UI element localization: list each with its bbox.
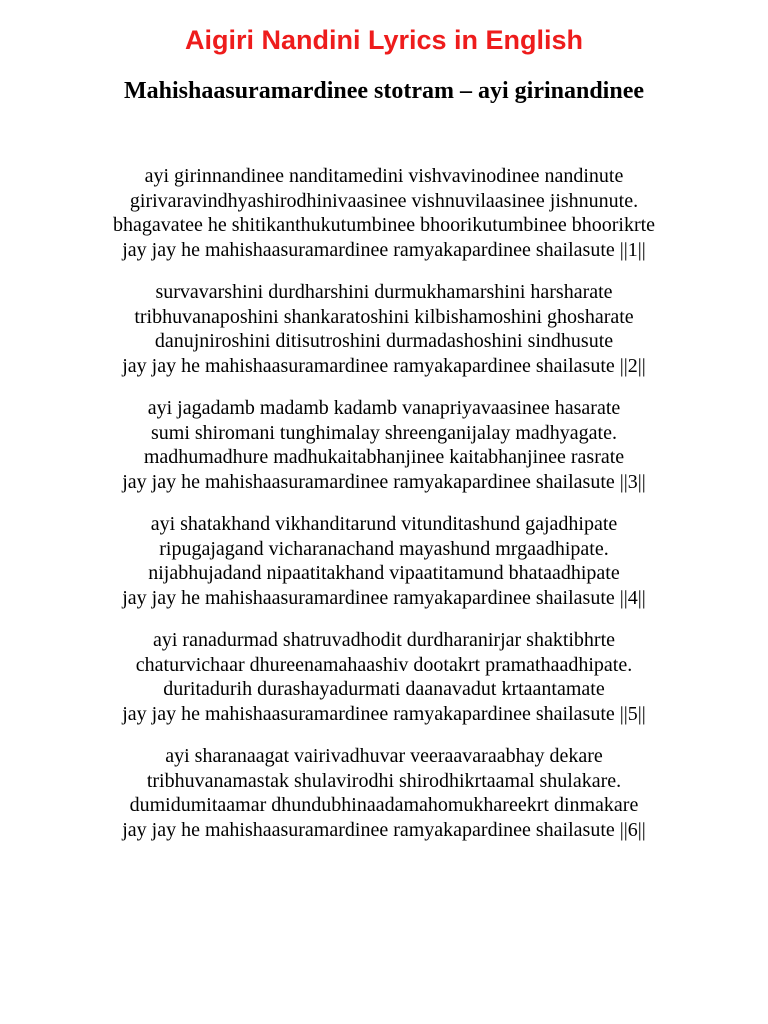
verse-line: tribhuvanaposhini shankaratoshini kilbishamoshini ghosharate <box>134 305 634 328</box>
verse-line: tribhuvanamastak shulavirodhi shirodhikrtaamal shulakare. <box>146 769 622 792</box>
verse-5 <box>0 628 768 726</box>
verse-line: danujniroshini ditisutroshini durmadashoshini sindhusute <box>154 330 614 352</box>
verse-line: ayi girinnandinee nanditamedini vishvavinodinee nandinute <box>144 165 624 187</box>
page-subtitle: Mahishaasuramardinee stotram – ayi girinandinee <box>124 78 644 104</box>
verse-line: madhumadhure madhukaitabhanjinee kaitabhanjinee rasrate <box>143 446 625 468</box>
verse-line: ripugajagand vicharanachand mayashund mrgaadhipate. <box>159 537 609 560</box>
verse-line: dumidumitaamar dhundubhinaadamahomukhareekrt dinmakare <box>129 794 639 816</box>
verse-line: jay jay he mahishaasuramardinee ramyakapardinee shailasute ||3|| <box>122 470 646 493</box>
verses-container <box>0 164 768 860</box>
verse-line: jay jay he mahishaasuramardinee ramyakapardinee shailasute ||1|| <box>122 238 646 261</box>
verse-1 <box>0 164 768 262</box>
verse-4 <box>0 512 768 610</box>
verse-line: survavarshini durdharshini durmukhamarshini harsharate <box>155 281 613 303</box>
verse-line: jay jay he mahishaasuramardinee ramyakapardinee shailasute ||2|| <box>122 354 646 377</box>
verse-line: bhagavatee he shitikanthukutumbinee bhoorikutumbinee bhoorikrte <box>112 214 656 236</box>
verse-line: jay jay he mahishaasuramardinee ramyakapardinee shailasute ||5|| <box>122 702 646 725</box>
verse-line: duritadurih durashayadurmati daanavadut krtaantamate <box>163 678 605 700</box>
verse-line: girivaravindhyashirodhinivaasinee vishnuvilaasinee jishnunute. <box>129 189 639 212</box>
verse-line: ayi sharanaagat vairivadhuvar veeraavaraabhay dekare <box>165 745 603 767</box>
page-title: Aigiri Nandini Lyrics in English <box>184 25 584 55</box>
verse-line: sumi shiromani tunghimalay shreenganijalay madhyagate. <box>151 421 617 444</box>
verse-2 <box>0 280 768 378</box>
verse-line: jay jay he mahishaasuramardinee ramyakapardinee shailasute ||4|| <box>122 586 646 609</box>
verse-line: jay jay he mahishaasuramardinee ramyakapardinee shailasute ||6|| <box>122 818 646 841</box>
verse-line: chaturvichaar dhureenamahaashiv dootakrt pramathaadhipate. <box>135 653 633 676</box>
verse-3 <box>0 396 768 494</box>
verse-line: ayi shatakhand vikhanditarund vitunditashund gajadhipate <box>150 513 618 535</box>
verse-line: ayi jagadamb madamb kadamb vanapriyavaasinee hasarate <box>147 397 621 419</box>
verse-line: nijabhujadand nipaatitakhand vipaatitamund bhataadhipate <box>148 562 620 584</box>
verse-6 <box>0 744 768 842</box>
verse-line: ayi ranadurmad shatruvadhodit durdharanirjar shaktibhrte <box>152 629 616 651</box>
